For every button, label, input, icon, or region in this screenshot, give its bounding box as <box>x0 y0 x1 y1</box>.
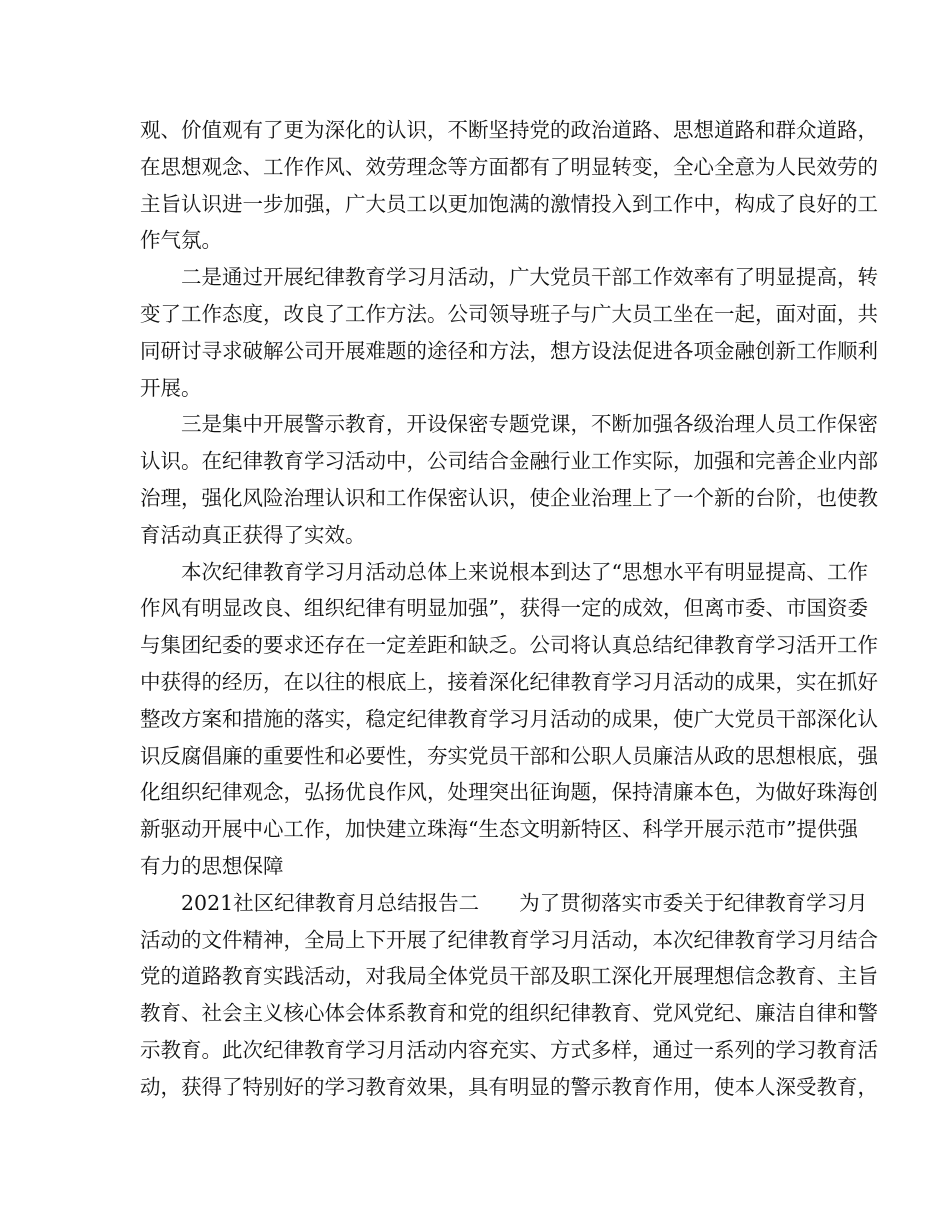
text-line: 示教育。此次纪律教育学习月活动内容充实、方式多样，通过一系列的学习教育活 <box>140 1037 878 1062</box>
text-line: 作风有明显改良、组织纪律有明显加强”，获得一定的成效，但离市委、市国资委 <box>140 596 868 621</box>
text-line: 二是通过开展纪律教育学习月活动，广大党员干部工作效率有了明显提高，转 <box>181 265 878 290</box>
text-line: 新驱动开展中心工作，加快建立珠海“生态文明新特区、科学开展示范市”提供强 <box>140 817 858 842</box>
text-line: 作气氛。 <box>140 228 222 253</box>
text-line: 整改方案和措施的落实，稳定纪律教育学习月活动的成果，使广大党员干部深化认 <box>140 706 878 731</box>
text-line: 本次纪律教育学习月活动总体上来说根本到达了“思想水平有明显提高、工作 <box>181 559 868 584</box>
text-line: 观、价值观有了更为深化的认识，不断坚持党的政治道路、思想道路和群众道路， <box>140 118 878 142</box>
text-line: 认识。在纪律教育学习活动中，公司结合金融行业工作实际，加强和完善企业内部 <box>140 449 878 474</box>
report-heading: 2021社区纪律教育月总结报告二 <box>181 890 480 915</box>
text-line: 治理，强化风险治理认识和工作保密认识，使企业治理上了一个新的台阶，也使教 <box>140 485 878 510</box>
text-line: 党的道路教育实践活动，对我局全体党员干部及职工深化开展理想信念教育、主旨 <box>140 964 878 989</box>
paragraph <box>140 554 878 885</box>
text-line: 开展。 <box>140 375 202 400</box>
text-run: 为了贯彻落实市委关于纪律教育学习月 <box>519 890 868 915</box>
paragraph <box>140 112 878 259</box>
text-line: 同研讨寻求破解公司开展难题的途径和方法，想方设法促进各项金融创新工作顺利 <box>140 338 878 363</box>
text-line: 中获得的经历，在以往的根底上，接着深化纪律教育学习月活动的成果，实在抓好 <box>140 669 878 694</box>
text-line: 化组织纪律观念，弘扬优良作风，处理突出征询题，保持清廉本色，为做好珠海创 <box>140 780 878 805</box>
text-line: 三是集中开展警示教育，开设保密专题党课，不断加强各级治理人员工作保密 <box>181 412 878 437</box>
text-line: 动，获得了特别好的学习教育效果，具有明显的警示教育作用，使本人深受教育， <box>140 1074 878 1099</box>
text-line: 活动的文件精神，全局上下开展了纪律教育学习月活动，本次纪律教育学习月结合 <box>140 927 878 952</box>
text-line: 教育、社会主义核心体会体系教育和党的组织纪律教育、党风党纪、廉洁自律和警 <box>140 1001 878 1026</box>
document-body <box>140 112 878 1106</box>
paragraph <box>140 406 878 553</box>
text-line: 有力的思想保障 <box>140 853 284 878</box>
text-line: 在思想观念、工作作风、效劳理念等方面都有了明显转变，全心全意为人民效劳的 <box>140 154 878 179</box>
text-line: 主旨认识进一步加强，广大员工以更加饱满的激情投入到工作中，构成了良好的工 <box>140 191 878 216</box>
text-line <box>140 885 868 922</box>
text-line: 变了工作态度，改良了工作方法。公司领导班子与广大员工坐在一起，面对面，共 <box>140 301 878 326</box>
text-line: 与集团纪委的要求还存在一定差距和缺乏。公司将认真总结纪律教育学习活开工作 <box>140 633 878 658</box>
text-line: 育活动真正获得了实效。 <box>140 522 366 547</box>
paragraph <box>140 259 878 406</box>
text-line: 识反腐倡廉的重要性和必要性，夯实党员干部和公职人员廉洁从政的思想根底，强 <box>140 743 878 768</box>
paragraph <box>140 885 878 1106</box>
